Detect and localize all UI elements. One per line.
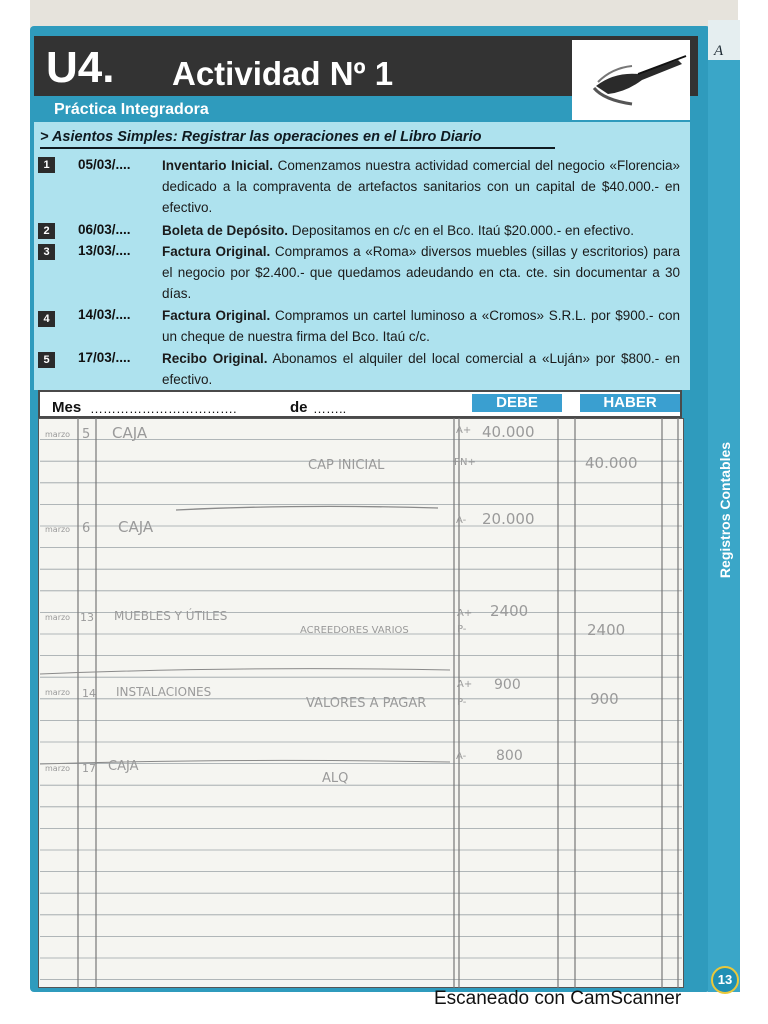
entry-debit: 20.000 xyxy=(482,510,535,528)
entry-date: marzo xyxy=(45,430,71,439)
entry-account: MUEBLES Y ÚTILES xyxy=(114,609,228,623)
entry-date: marzo xyxy=(45,764,71,773)
operation-text xyxy=(162,305,680,347)
page-number: 13 xyxy=(711,966,739,994)
entry-debit-mark: A+ xyxy=(457,679,473,690)
operation-title: Factura Original. xyxy=(162,308,271,323)
entry-debit-mark: A+ xyxy=(457,608,473,619)
entry-contra-account: ALQ xyxy=(322,771,349,786)
entry-date: marzo xyxy=(45,525,71,534)
entry-credit: 2400 xyxy=(587,621,626,639)
entry-credit: 40.000 xyxy=(585,454,638,472)
entry-credit-mark: PN+ xyxy=(454,457,476,468)
subtitle: Práctica Integradora xyxy=(54,101,209,118)
entry-account: CAJA xyxy=(108,759,139,774)
operation-date: 06/03/.... xyxy=(78,222,131,237)
entry-contra-account: CAP INICIAL xyxy=(308,458,385,473)
side-strip-top xyxy=(708,20,740,60)
pen-illustration xyxy=(572,40,690,120)
entry-debit: 900 xyxy=(494,677,521,693)
entry-date: marzo xyxy=(45,688,71,697)
entry-debit-mark: A- xyxy=(456,751,467,762)
heading-underline xyxy=(40,147,555,149)
scanner-watermark: Escaneado con CamScanner xyxy=(434,988,682,1009)
entry-contra-account: ACREEDORES VARIOS xyxy=(300,625,409,636)
operation-body: Depositamos en c/c en el Bco. Itaú $20.000.- en efectivo. xyxy=(291,223,634,238)
side-label: Registros Contables xyxy=(717,441,733,579)
unit-title: U4. xyxy=(46,43,115,92)
operation-date: 13/03/.... xyxy=(78,243,131,258)
entry-contra-account: VALORES A PAGAR xyxy=(306,696,427,711)
section-heading: > Asientos Simples: Registrar las operaciones en el Libro Diario xyxy=(40,129,482,145)
entry-account: CAJA xyxy=(112,424,148,442)
operation-number: 2 xyxy=(38,223,55,239)
debe-column-header: DEBE xyxy=(472,394,562,412)
entry-credit: 900 xyxy=(590,690,619,708)
operation-date: 05/03/.... xyxy=(78,157,131,172)
operation-title: Boleta de Depósito. xyxy=(162,223,289,238)
entry-day: 5 xyxy=(82,427,91,442)
entry-debit-mark: A- xyxy=(456,515,467,526)
operation-title: Recibo Original. xyxy=(162,351,268,366)
month-label: Mes xyxy=(52,399,82,416)
entry-day: 13 xyxy=(80,611,94,624)
operation-date: 14/03/.... xyxy=(78,307,131,322)
entry-credit-mark: P- xyxy=(457,697,467,708)
entry-debit: 2400 xyxy=(490,602,529,620)
entry-debit: 40.000 xyxy=(482,423,535,441)
operation-text xyxy=(162,220,680,241)
activity-title: Actividad Nº 1 xyxy=(172,55,394,92)
haber-column-header: HABER xyxy=(580,394,680,412)
operation-body: Compramos a «Roma» diversos muebles (sillas y escritorios) para el negocio por $2.400.- que quedamos adeudando en cta. cte. sin documentar a 30 días. xyxy=(162,244,680,301)
operation-body: Compramos un cartel luminoso a «Cromos» S.R.L. por $900.- con un cheque de nuestra firma del Bco. Itaú c/c. xyxy=(162,308,680,344)
pen-hand-icon xyxy=(574,42,688,118)
operation-body: Abonamos el alquiler del local comercial a «Luján» por $800.- en efectivo. xyxy=(162,351,680,387)
operation-number: 3 xyxy=(38,244,55,260)
month-blank: ……………………………. xyxy=(90,401,237,416)
operation-text xyxy=(162,241,680,304)
entry-day: 17 xyxy=(82,762,96,775)
year-label: de xyxy=(290,399,308,416)
side-glyph: A xyxy=(714,43,724,59)
operation-body: Comenzamos nuestra actividad comercial del negocio «Florencia» dedicado a la compraventa de artefactos sanitarios con un capital de $40.000.- en efectivo. xyxy=(162,158,680,215)
entry-day: 6 xyxy=(82,521,91,536)
entry-account: INSTALACIONES xyxy=(116,685,212,699)
entry-debit: 800 xyxy=(496,748,523,764)
operation-number: 1 xyxy=(38,157,55,173)
operation-title: Inventario Inicial. xyxy=(162,158,274,173)
operation-text xyxy=(162,348,680,390)
year-blank: …….. xyxy=(313,401,347,416)
entry-day: 14 xyxy=(82,687,96,700)
operation-number: 4 xyxy=(38,311,55,327)
entry-credit-mark: P- xyxy=(457,624,467,635)
operation-number: 5 xyxy=(38,352,55,368)
entry-date: marzo xyxy=(45,613,71,622)
entry-account: CAJA xyxy=(118,518,154,536)
entry-debit-mark: A+ xyxy=(456,425,472,436)
operation-text xyxy=(162,155,680,218)
operation-date: 17/03/.... xyxy=(78,350,131,365)
operation-title: Factura Original. xyxy=(162,244,271,259)
